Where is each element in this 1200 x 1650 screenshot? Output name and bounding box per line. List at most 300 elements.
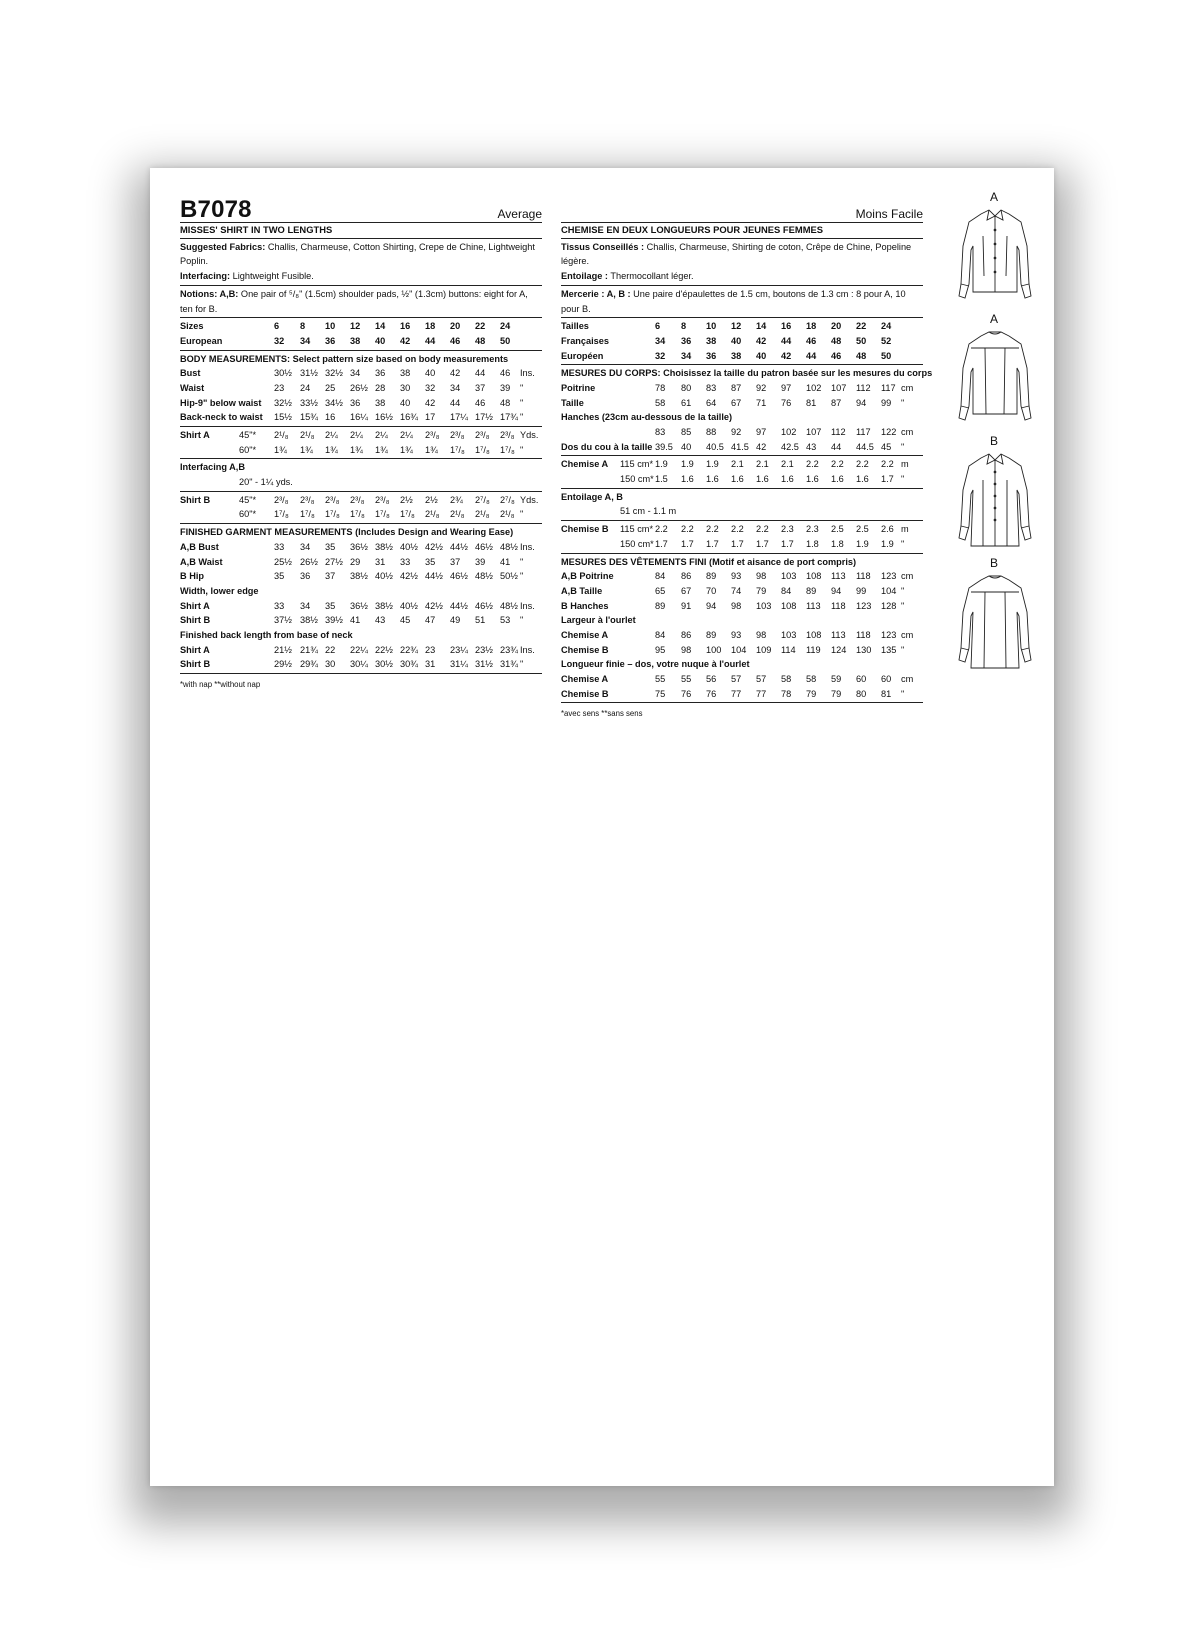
table-cell: 97 bbox=[781, 382, 792, 393]
table-cell: 1.9 bbox=[681, 459, 694, 470]
interfacing-text-fr: Thermocollant léger. bbox=[610, 271, 694, 282]
table-cell: 55 bbox=[655, 674, 666, 685]
table-cell: 35 bbox=[325, 600, 336, 611]
header-fr bbox=[561, 198, 923, 223]
table-cell: 77 bbox=[756, 688, 767, 699]
table-cell: 23 bbox=[425, 644, 436, 655]
unit-label: " bbox=[901, 644, 905, 655]
table-cell: 94 bbox=[706, 600, 717, 611]
table-cell: 77 bbox=[731, 688, 742, 699]
fabrics-block bbox=[180, 239, 542, 286]
table-cell: 70 bbox=[706, 585, 717, 596]
table-cell: 42 bbox=[781, 350, 792, 361]
table-cell: 103 bbox=[781, 629, 797, 640]
interfacing-label: Interfacing: bbox=[180, 271, 231, 282]
table-cell: 2⁷/₈ bbox=[500, 494, 515, 505]
table-cell: 1.6 bbox=[831, 474, 844, 485]
table-cell: 107 bbox=[831, 382, 847, 393]
table-cell: 2¼ bbox=[375, 430, 388, 441]
table-cell: 30¼ bbox=[350, 659, 368, 670]
table-cell: 32 bbox=[274, 335, 285, 346]
table-cell: 23¼ bbox=[450, 644, 468, 655]
table-cell: 81 bbox=[806, 397, 817, 408]
french-column bbox=[561, 198, 933, 722]
table-cell: 59 bbox=[831, 674, 842, 685]
row-label: Chemise A bbox=[561, 674, 609, 685]
table-cell: 34 bbox=[300, 541, 311, 552]
table-cell: 2¹/₈ bbox=[450, 509, 465, 520]
table-cell: 22 bbox=[475, 321, 486, 332]
table-cell: 2.2 bbox=[806, 459, 819, 470]
table-cell: 37½ bbox=[274, 615, 292, 626]
table-row bbox=[561, 569, 923, 584]
table-row bbox=[180, 381, 542, 396]
table-cell: 48 bbox=[831, 335, 842, 346]
table-cell: 2.2 bbox=[731, 524, 744, 535]
interfacing-label-fr: Entoilage : bbox=[561, 271, 608, 282]
interfacing-title-fr: Entoilage A, B bbox=[561, 491, 623, 502]
table-cell: 1⁷/₈ bbox=[375, 509, 390, 520]
fabric-width: 60"* bbox=[239, 444, 257, 455]
table-cell: 102 bbox=[781, 427, 797, 438]
table-cell: 2.1 bbox=[731, 459, 744, 470]
row-label: Shirt B bbox=[180, 615, 211, 626]
table-row bbox=[180, 428, 542, 443]
table-cell: 95 bbox=[655, 644, 666, 655]
table-cell: 2½ bbox=[425, 494, 438, 505]
table-cell: 123 bbox=[881, 571, 897, 582]
table-cell: 29½ bbox=[274, 659, 292, 670]
table-cell: 25½ bbox=[274, 556, 292, 567]
table-cell: 89 bbox=[706, 629, 717, 640]
table-cell: 86 bbox=[681, 571, 692, 582]
table-cell: 15½ bbox=[274, 412, 292, 423]
row-label: A,B Poitrine bbox=[561, 571, 614, 582]
table-cell: 31¼ bbox=[450, 659, 468, 670]
interfacing-value-fr: 51 cm - 1.1 m bbox=[620, 506, 677, 517]
table-cell: 76 bbox=[781, 397, 792, 408]
table-cell: 39½ bbox=[325, 615, 343, 626]
shirt-back-icon bbox=[957, 328, 1033, 428]
row-label: European bbox=[180, 335, 223, 346]
table-cell: 88 bbox=[706, 427, 717, 438]
section-row bbox=[561, 613, 923, 628]
table-cell: 123 bbox=[856, 600, 872, 611]
table-cell: 100 bbox=[706, 644, 722, 655]
sizes-table bbox=[180, 318, 542, 350]
table-cell: 42 bbox=[756, 441, 767, 452]
unit-label: " bbox=[901, 585, 905, 596]
fabrics-label: Suggested Fabrics: bbox=[180, 241, 266, 252]
table-cell: 16 bbox=[781, 321, 792, 332]
table-cell: 50½ bbox=[500, 571, 518, 582]
table-cell: 37 bbox=[450, 556, 461, 567]
table-cell: 40 bbox=[400, 397, 411, 408]
table-cell: 64 bbox=[706, 397, 717, 408]
table-cell: 113 bbox=[831, 629, 846, 640]
table-cell: 99 bbox=[856, 585, 867, 596]
table-cell: 1.6 bbox=[756, 474, 769, 485]
table-cell: 46 bbox=[806, 335, 817, 346]
table-row bbox=[561, 687, 923, 702]
table-cell: 2¹/₈ bbox=[300, 430, 315, 441]
table-cell: 1.7 bbox=[781, 538, 794, 549]
table-row bbox=[561, 628, 923, 643]
row-label: Back-neck to waist bbox=[180, 412, 263, 423]
table-cell: 43 bbox=[806, 441, 817, 452]
table-cell: 50 bbox=[881, 350, 892, 361]
interfacing-yardage bbox=[180, 459, 542, 491]
table-cell: 93 bbox=[731, 629, 742, 640]
row-label: Shirt B bbox=[180, 494, 211, 505]
table-cell: 98 bbox=[731, 600, 742, 611]
table-cell: 83 bbox=[655, 427, 666, 438]
table-row bbox=[180, 657, 542, 672]
table-cell: 42½ bbox=[425, 541, 443, 552]
table-cell: 40 bbox=[425, 368, 436, 379]
table-cell: 99 bbox=[881, 397, 892, 408]
table-cell: 34 bbox=[300, 335, 311, 346]
table-cell: 2.1 bbox=[781, 459, 794, 470]
pattern-title-fr: CHEMISE EN DEUX LONGUEURS POUR JEUNES FEMMES bbox=[561, 223, 923, 239]
table-cell: 15¾ bbox=[300, 412, 318, 423]
difficulty-level: Average bbox=[497, 207, 542, 221]
row-label: Dos du cou à la taille bbox=[561, 441, 653, 452]
table-cell: 16 bbox=[325, 412, 336, 423]
table-cell: 117 bbox=[881, 382, 896, 393]
shirt-a-yardage bbox=[180, 427, 542, 459]
view-letter: A bbox=[990, 312, 999, 326]
table-cell: 44½ bbox=[450, 600, 468, 611]
table-cell: 60 bbox=[856, 674, 867, 685]
table-cell: 2.2 bbox=[881, 459, 894, 470]
unit-label: " bbox=[901, 538, 905, 549]
table-cell: 33 bbox=[274, 600, 285, 611]
table-cell: 81 bbox=[881, 688, 892, 699]
table-cell: 34½ bbox=[325, 397, 343, 408]
header-en bbox=[180, 198, 542, 223]
table-cell: 36 bbox=[300, 571, 311, 582]
table-cell: 1¾ bbox=[274, 444, 287, 455]
table-cell: 18 bbox=[425, 321, 436, 332]
table-cell: 45 bbox=[881, 441, 892, 452]
table-cell: 85 bbox=[681, 427, 692, 438]
table-cell: 36 bbox=[325, 335, 336, 346]
table-cell: 113 bbox=[831, 571, 846, 582]
table-cell: 1.8 bbox=[831, 538, 844, 549]
table-cell: 28 bbox=[375, 382, 386, 393]
table-cell: 1¾ bbox=[350, 444, 363, 455]
table-cell: 21½ bbox=[274, 644, 292, 655]
row-label: B Hip bbox=[180, 571, 204, 582]
difficulty-level-fr: Moins Facile bbox=[855, 207, 923, 221]
table-cell: 48 bbox=[475, 335, 486, 346]
table-cell: 23½ bbox=[475, 644, 493, 655]
table-cell: 40½ bbox=[375, 571, 393, 582]
unit-label: " bbox=[520, 382, 524, 393]
pattern-sheet bbox=[150, 168, 1054, 1486]
table-cell: 58 bbox=[655, 397, 666, 408]
unit-label: Ins. bbox=[520, 644, 535, 655]
table-cell: 2³/₈ bbox=[375, 494, 390, 505]
table-cell: 1.7 bbox=[706, 538, 719, 549]
row-label: Européen bbox=[561, 350, 604, 361]
table-cell: 1¾ bbox=[400, 444, 413, 455]
fabrics-text: Challis, Charmeuse, Cotton Shirting, Crepe de Chine, Lightweight Poplin. bbox=[180, 241, 535, 267]
table-cell: 44 bbox=[781, 335, 792, 346]
table-cell: 46 bbox=[831, 350, 842, 361]
table-cell: 84 bbox=[655, 629, 666, 640]
table-cell: 14 bbox=[756, 321, 767, 332]
table-cell: 37 bbox=[325, 571, 336, 582]
table-row bbox=[180, 569, 542, 584]
view-letter: B bbox=[990, 556, 999, 570]
fabric-width: 45"* bbox=[239, 430, 257, 441]
section-label: Finished back length from base of neck bbox=[180, 629, 353, 640]
table-cell: 1⁷/₈ bbox=[274, 509, 289, 520]
unit-label: " bbox=[901, 441, 905, 452]
shirt-back-icon bbox=[957, 572, 1033, 672]
table-cell: 118 bbox=[856, 571, 871, 582]
table-cell: 30½ bbox=[375, 659, 393, 670]
table-cell: 2.2 bbox=[756, 524, 769, 535]
table-cell: 1.6 bbox=[806, 474, 819, 485]
table-cell: 119 bbox=[806, 644, 821, 655]
pattern-title: MISSES' SHIRT IN TWO LENGTHS bbox=[180, 223, 542, 239]
interfacing-value: 20" - 1¼ yds. bbox=[239, 477, 293, 488]
finished-measurements-title: FINISHED GARMENT MEASUREMENTS (Includes Design and Wearing Ease) bbox=[180, 527, 514, 538]
table-cell: 2¼ bbox=[325, 430, 338, 441]
view-letter: B bbox=[990, 434, 999, 448]
table-row bbox=[180, 493, 542, 508]
table-cell: 16 bbox=[400, 321, 411, 332]
table-cell: 34 bbox=[450, 382, 461, 393]
fabrics-text-fr: Challis, Charmeuse, Shirting de coton, Crêpe de Chine, Popeline légère. bbox=[561, 241, 912, 267]
table-cell: 30¾ bbox=[400, 659, 418, 670]
table-row bbox=[561, 584, 923, 599]
table-cell: 17¾ bbox=[500, 412, 518, 423]
table-cell: 1⁷/₈ bbox=[450, 444, 465, 455]
shirt-b-yardage bbox=[180, 492, 542, 524]
row-label: Taille bbox=[561, 397, 584, 408]
table-cell: 84 bbox=[781, 585, 792, 596]
table-cell: 112 bbox=[856, 382, 871, 393]
table-cell: 2¹/₈ bbox=[425, 509, 440, 520]
table-cell: 58 bbox=[806, 674, 817, 685]
chemise-b-yardage bbox=[561, 521, 923, 553]
table-cell: 108 bbox=[781, 600, 797, 611]
table-row bbox=[561, 349, 923, 364]
table-cell: 35 bbox=[325, 541, 336, 552]
table-cell: 91 bbox=[681, 600, 692, 611]
section-row bbox=[180, 584, 542, 599]
table-cell: 34 bbox=[300, 600, 311, 611]
unit-label: " bbox=[520, 412, 524, 423]
table-cell: 36½ bbox=[350, 600, 368, 611]
table-cell: 47 bbox=[425, 615, 436, 626]
table-cell: 2¾ bbox=[450, 494, 463, 505]
unit-label: cm bbox=[901, 629, 914, 640]
table-cell: 16¼ bbox=[350, 412, 368, 423]
table-cell: 76 bbox=[681, 688, 692, 699]
section-label: Width, lower edge bbox=[180, 585, 259, 596]
table-cell: 45 bbox=[400, 615, 411, 626]
unit-label: " bbox=[520, 509, 524, 520]
table-cell: 46 bbox=[475, 397, 486, 408]
table-cell: 2.2 bbox=[655, 524, 668, 535]
table-row bbox=[180, 613, 542, 628]
table-cell: 2³/₈ bbox=[425, 430, 440, 441]
section-row bbox=[561, 657, 923, 672]
table-cell: 76 bbox=[706, 688, 717, 699]
table-cell: 2.2 bbox=[831, 459, 844, 470]
table-cell: 16½ bbox=[375, 412, 393, 423]
row-label: Sizes bbox=[180, 321, 204, 332]
table-cell: 22¾ bbox=[400, 644, 418, 655]
interfacing-title: Interfacing A,B bbox=[180, 462, 245, 473]
view-b-front bbox=[945, 434, 1045, 552]
table-cell: 56 bbox=[706, 674, 717, 685]
table-cell: 41 bbox=[500, 556, 511, 567]
table-cell: 10 bbox=[325, 321, 336, 332]
table-cell: 46 bbox=[500, 368, 511, 379]
table-cell: 114 bbox=[781, 644, 796, 655]
table-row bbox=[561, 522, 923, 537]
table-cell: 36 bbox=[375, 368, 386, 379]
table-cell: 1.7 bbox=[756, 538, 769, 549]
table-cell: 117 bbox=[856, 427, 871, 438]
table-cell: 40 bbox=[375, 335, 386, 346]
table-row bbox=[561, 440, 923, 455]
table-cell: 1.7 bbox=[881, 474, 894, 485]
table-cell: 1.6 bbox=[681, 474, 694, 485]
table-cell: 1⁷/₈ bbox=[350, 509, 365, 520]
table-cell: 123 bbox=[881, 629, 897, 640]
table-cell: 31 bbox=[375, 556, 386, 567]
table-cell: 2.2 bbox=[681, 524, 694, 535]
unit-label: " bbox=[520, 556, 524, 567]
table-cell: 1⁷/₈ bbox=[500, 444, 515, 455]
table-cell: 2¹/₈ bbox=[274, 430, 289, 441]
table-cell: 2¹/₈ bbox=[500, 509, 515, 520]
table-cell: 1.9 bbox=[856, 538, 869, 549]
table-cell: 1⁷/₈ bbox=[300, 509, 315, 520]
table-cell: 112 bbox=[831, 427, 846, 438]
unit-label: cm bbox=[901, 674, 914, 685]
table-cell: 2³/₈ bbox=[450, 430, 465, 441]
table-cell: 38 bbox=[375, 397, 386, 408]
unit-label: " bbox=[520, 571, 524, 582]
notions-block bbox=[180, 286, 542, 318]
table-cell: 108 bbox=[806, 629, 822, 640]
table-cell: 30½ bbox=[274, 368, 292, 379]
table-cell: 135 bbox=[881, 644, 897, 655]
table-cell: 130 bbox=[856, 644, 872, 655]
table-cell: 74 bbox=[731, 585, 742, 596]
fabric-width: 150 cm* bbox=[620, 474, 654, 485]
table-cell: 2³/₈ bbox=[475, 430, 490, 441]
table-row bbox=[180, 410, 542, 425]
body-measurements-table bbox=[180, 351, 542, 427]
unit-label: " bbox=[520, 444, 524, 455]
table-cell: 44 bbox=[475, 368, 486, 379]
table-row bbox=[561, 599, 923, 614]
table-cell: 48½ bbox=[500, 541, 518, 552]
table-cell: 122 bbox=[881, 427, 897, 438]
notions-block-fr bbox=[561, 286, 923, 318]
table-row bbox=[180, 540, 542, 555]
table-cell: 2.5 bbox=[856, 524, 869, 535]
table-cell: 1.6 bbox=[856, 474, 869, 485]
row-label: Chemise B bbox=[561, 524, 609, 535]
unit-label: " bbox=[520, 615, 524, 626]
table-cell: 98 bbox=[756, 629, 767, 640]
table-cell: 48½ bbox=[475, 571, 493, 582]
table-row bbox=[180, 443, 542, 458]
unit-label: cm bbox=[901, 427, 914, 438]
table-cell: 40 bbox=[731, 335, 742, 346]
table-cell: 20 bbox=[450, 321, 461, 332]
table-row bbox=[180, 599, 542, 614]
table-cell: 87 bbox=[831, 397, 842, 408]
sizes-table-fr bbox=[561, 318, 923, 365]
row-label: Hip-9" below waist bbox=[180, 397, 262, 408]
unit-label: Yds. bbox=[520, 494, 539, 505]
table-cell: 18 bbox=[806, 321, 817, 332]
notions-label: Notions: A,B: bbox=[180, 288, 239, 299]
table-cell: 17 bbox=[425, 412, 436, 423]
table-cell: 17½ bbox=[475, 412, 493, 423]
table-cell: 94 bbox=[831, 585, 842, 596]
table-cell: 83 bbox=[706, 382, 717, 393]
table-cell: 30 bbox=[400, 382, 411, 393]
table-cell: 57 bbox=[731, 674, 742, 685]
table-cell: 2³/₈ bbox=[350, 494, 365, 505]
table-cell: 108 bbox=[806, 571, 822, 582]
table-row bbox=[561, 425, 923, 440]
table-cell: 38 bbox=[706, 335, 717, 346]
table-cell: 84 bbox=[655, 571, 666, 582]
finished-measurements-table-fr bbox=[561, 554, 923, 704]
row-label: Shirt B bbox=[180, 659, 211, 670]
table-cell: 2³/₈ bbox=[300, 494, 315, 505]
table-cell: 80 bbox=[856, 688, 867, 699]
table-cell: 48½ bbox=[500, 600, 518, 611]
table-cell: 124 bbox=[831, 644, 847, 655]
table-cell: 50 bbox=[856, 335, 867, 346]
table-cell: 44½ bbox=[450, 541, 468, 552]
unit-label: m bbox=[901, 524, 909, 535]
table-cell: 2.2 bbox=[856, 459, 869, 470]
table-cell: 1.7 bbox=[681, 538, 694, 549]
table-cell: 1.6 bbox=[706, 474, 719, 485]
row-label: Chemise A bbox=[561, 459, 609, 470]
table-cell: 40 bbox=[756, 350, 767, 361]
table-cell: 8 bbox=[300, 321, 306, 332]
row-label: Bust bbox=[180, 368, 201, 379]
table-cell: 22½ bbox=[375, 644, 393, 655]
section-row bbox=[561, 410, 923, 425]
pattern-code: B7078 bbox=[180, 196, 252, 223]
table-cell: 27½ bbox=[325, 556, 343, 567]
table-cell: 98 bbox=[681, 644, 692, 655]
table-row bbox=[561, 472, 923, 487]
table-cell: 44 bbox=[425, 335, 436, 346]
table-cell: 89 bbox=[655, 600, 666, 611]
table-cell: 31 bbox=[425, 659, 436, 670]
table-cell: 52 bbox=[881, 335, 892, 346]
fabrics-label-fr: Tissus Conseillés : bbox=[561, 241, 645, 252]
